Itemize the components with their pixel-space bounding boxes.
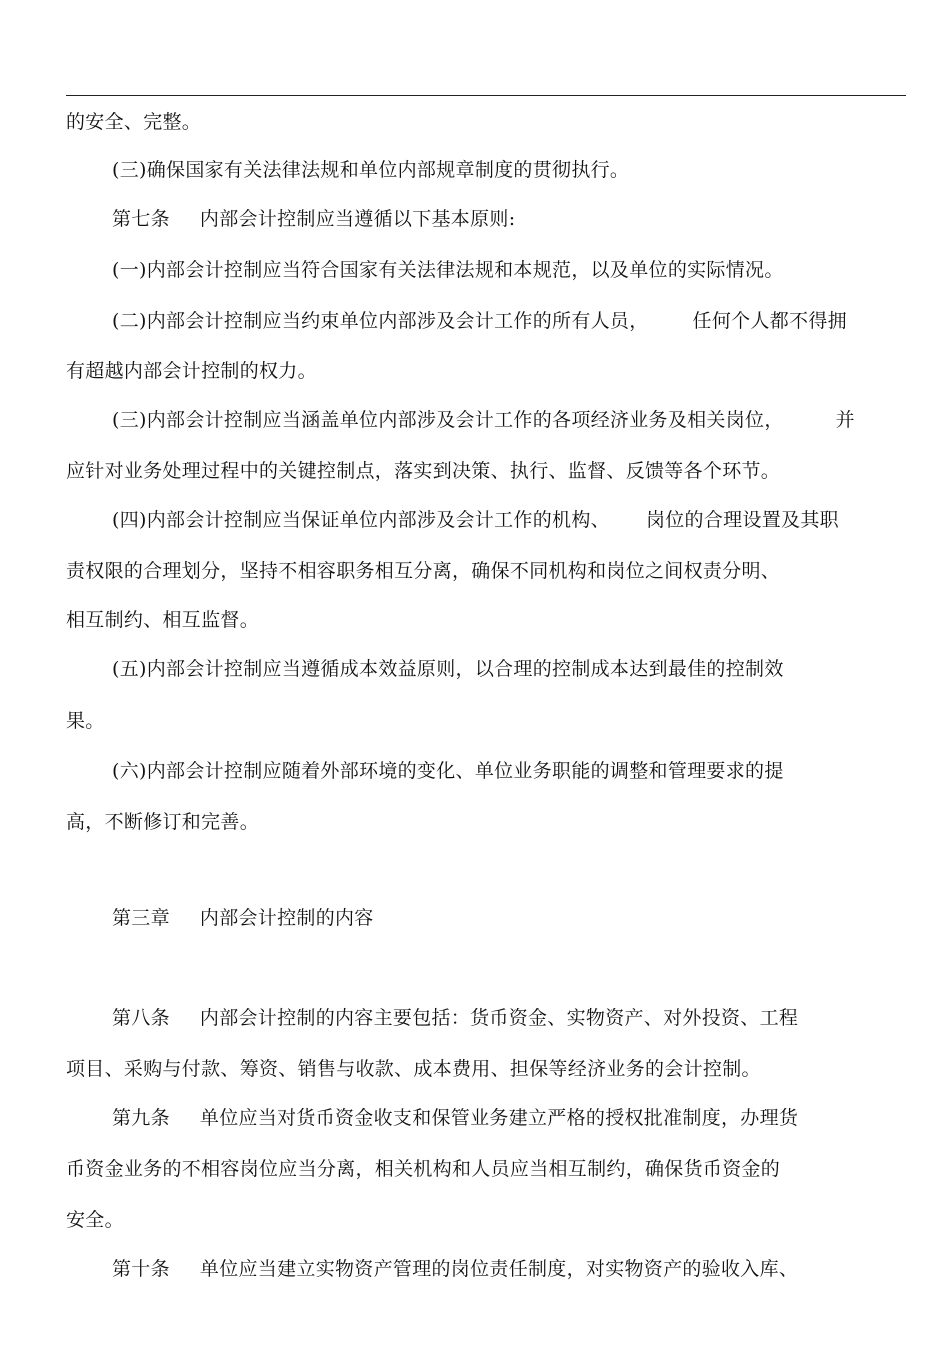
text-line: [112, 408, 855, 432]
article-number: 第八条: [112, 1007, 170, 1029]
text-segment: 岗位的合理设置及其职: [645, 509, 839, 531]
article-text: 内部会计控制应当遵循以下基本原则:: [199, 208, 516, 230]
text-line: 责权限的合理划分，坚持不相容职务相互分离，确保不同机构和岗位之间权责分明、: [66, 560, 781, 582]
text-line: [112, 508, 839, 532]
text-line: 有超越内部会计控制的权力。: [66, 360, 317, 382]
article-heading-7: [112, 207, 515, 231]
text-segment: (四)内部会计控制应当保证单位内部涉及会计工作的机构、: [112, 509, 610, 531]
text-line: (六)内部会计控制应随着外部环境的变化、单位业务职能的调整和管理要求的提: [112, 760, 784, 782]
article-number: 第七条: [112, 208, 170, 230]
article-heading-10: [112, 1257, 798, 1281]
article-text: 单位应当对货币资金收支和保管业务建立严格的授权批准制度，办理货: [199, 1107, 799, 1129]
text-line: [112, 309, 847, 333]
text-line: 的安全、完整。: [66, 111, 202, 133]
text-line: 应针对业务处理过程中的关键控制点，落实到决策、执行、监督、反馈等各个环节。: [66, 460, 781, 482]
text-line: 果。: [66, 710, 105, 732]
article-heading-8: [112, 1006, 798, 1030]
chapter-title: 内部会计控制的内容: [199, 907, 374, 929]
text-line: 高，不断修订和完善。: [66, 811, 260, 833]
article-number: 第九条: [112, 1107, 170, 1129]
text-segment: 任何个人都不得拥: [692, 310, 847, 332]
text-line: (一)内部会计控制应当符合国家有关法律法规和本规范，以及单位的实际情况。: [112, 259, 784, 281]
chapter-heading-3: [112, 906, 374, 930]
text-line: (三)确保国家有关法律法规和单位内部规章制度的贯彻执行。: [112, 159, 630, 181]
text-line: 币资金业务的不相容岗位应当分离，相关机构和人员应当相互制约，确保货币资金的: [66, 1158, 781, 1180]
text-segment: 并: [835, 409, 855, 431]
text-line: 安全。: [66, 1209, 124, 1231]
article-text: 内部会计控制的内容主要包括：货币资金、实物资产、对外投资、工程: [199, 1007, 799, 1029]
article-heading-9: [112, 1106, 798, 1130]
chapter-number: 第三章: [112, 907, 170, 929]
text-line: 项目、采购与付款、筹资、销售与收款、成本费用、担保等经济业务的会计控制。: [66, 1058, 761, 1080]
article-text: 单位应当建立实物资产管理的岗位责任制度，对实物资产的验收入库、: [199, 1258, 799, 1280]
header-rule: [66, 95, 906, 96]
text-line: (五)内部会计控制应当遵循成本效益原则，以合理的控制成本达到最佳的控制效: [112, 658, 784, 680]
text-segment: (三)内部会计控制应当涵盖单位内部涉及会计工作的各项经济业务及相关岗位，: [112, 409, 784, 431]
article-number: 第十条: [112, 1258, 170, 1280]
text-line: 相互制约、相互监督。: [66, 609, 260, 631]
text-segment: (二)内部会计控制应当约束单位内部涉及会计工作的所有人员，: [112, 310, 649, 332]
